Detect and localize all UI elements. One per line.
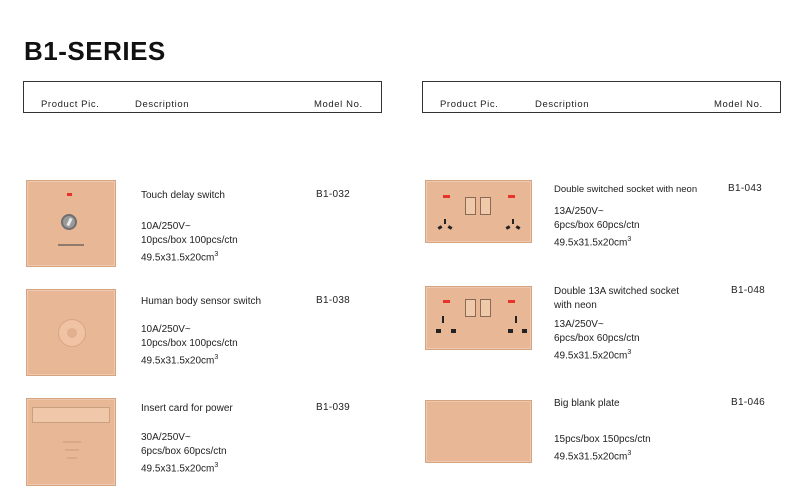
touch-button-icon [61,214,77,230]
product-image-human-body-sensor-switch [26,289,116,376]
model-number: B1-032 [316,189,351,200]
spec-carton-size: $49.5x31.5x20cm^3$ [554,450,632,463]
sensor-lens-icon [58,319,86,347]
model-number: B1-048 [731,285,766,296]
table-header-left [23,81,382,113]
product-image-double-13a-switched-socket [425,286,532,350]
spec-packing: 10pcs/box 100pcs/ctn [141,235,238,246]
spec-carton-size: $49.5x31.5x20cm^3$ [554,236,632,249]
product-image-touch-delay-switch [26,180,116,267]
uk-socket-pin [436,329,441,333]
neon-indicator [67,193,72,196]
product-specs [554,318,640,363]
card-slot [32,407,110,423]
neon-indicator [508,300,515,303]
rocker-switch [480,299,491,317]
header-description: Description [535,99,590,110]
spec-packing: 6pcs/box 60pcs/ctn [141,446,227,457]
product-specs [141,220,238,265]
product-image-insert-card-for-power [26,398,116,486]
rocker-switch [465,299,476,317]
spec-rating: 13A/250V~ [554,319,604,330]
spec-packing: 15pcs/box 150pcs/ctn [554,434,651,445]
model-number: B1-038 [316,295,351,306]
header-product-pic: Product Pic. [440,99,499,110]
product-specs [554,433,651,464]
spec-packing: 6pcs/box 60pcs/ctn [554,333,640,344]
table-header-right [422,81,781,113]
spec-rating: 10A/250V~ [141,221,191,232]
plate-label [58,244,84,246]
spec-packing: 10pcs/box 100pcs/ctn [141,338,238,349]
spec-rating: 10A/250V~ [141,324,191,335]
rocker-switch [480,197,491,215]
model-number: B1-043 [728,183,763,194]
spec-carton-size: $49.5x31.5x20cm^3$ [141,354,219,367]
model-number: B1-039 [316,402,351,413]
product-image-double-switched-socket-with-neon [425,180,532,243]
product-name: Human body sensor switch [141,296,262,307]
rocker-switch [465,197,476,215]
product-name: Touch delay switch [141,190,225,201]
product-image-big-blank-plate [425,400,532,463]
universal-socket-icon [506,219,520,231]
spec-carton-size: $49.5x31.5x20cm^3$ [141,251,219,264]
uk-socket-pin [522,329,527,333]
universal-socket-icon [438,219,452,231]
model-number: B1-046 [731,397,766,408]
header-description: Description [135,99,190,110]
neon-indicator [443,195,450,198]
product-specs [554,205,640,250]
spec-carton-size: $49.5x31.5x20cm^3$ [554,349,632,362]
header-model-no: Model No. [314,99,363,110]
product-name [554,285,679,313]
spec-carton-size: $49.5x31.5x20cm^3$ [141,462,219,475]
product-name-line1: Double 13A switched socket [554,286,680,297]
product-name: Big blank plate [554,398,620,409]
neon-indicator [508,195,515,198]
neon-indicator [443,300,450,303]
product-specs [141,431,227,476]
header-model-no: Model No. [714,99,763,110]
uk-socket-pin [451,329,456,333]
product-name-line2: with neon [554,300,597,311]
spec-rating: 30A/250V~ [141,432,191,443]
product-specs [141,323,238,368]
header-product-pic: Product Pic. [41,99,100,110]
product-name: Double switched socket with neon [554,184,698,195]
spec-packing: 6pcs/box 60pcs/ctn [554,220,640,231]
uk-socket-pin [508,329,513,333]
spec-rating: 13A/250V~ [554,206,604,217]
product-name: Insert card for power [141,403,233,414]
page-title: B1-SERIES [24,36,166,66]
